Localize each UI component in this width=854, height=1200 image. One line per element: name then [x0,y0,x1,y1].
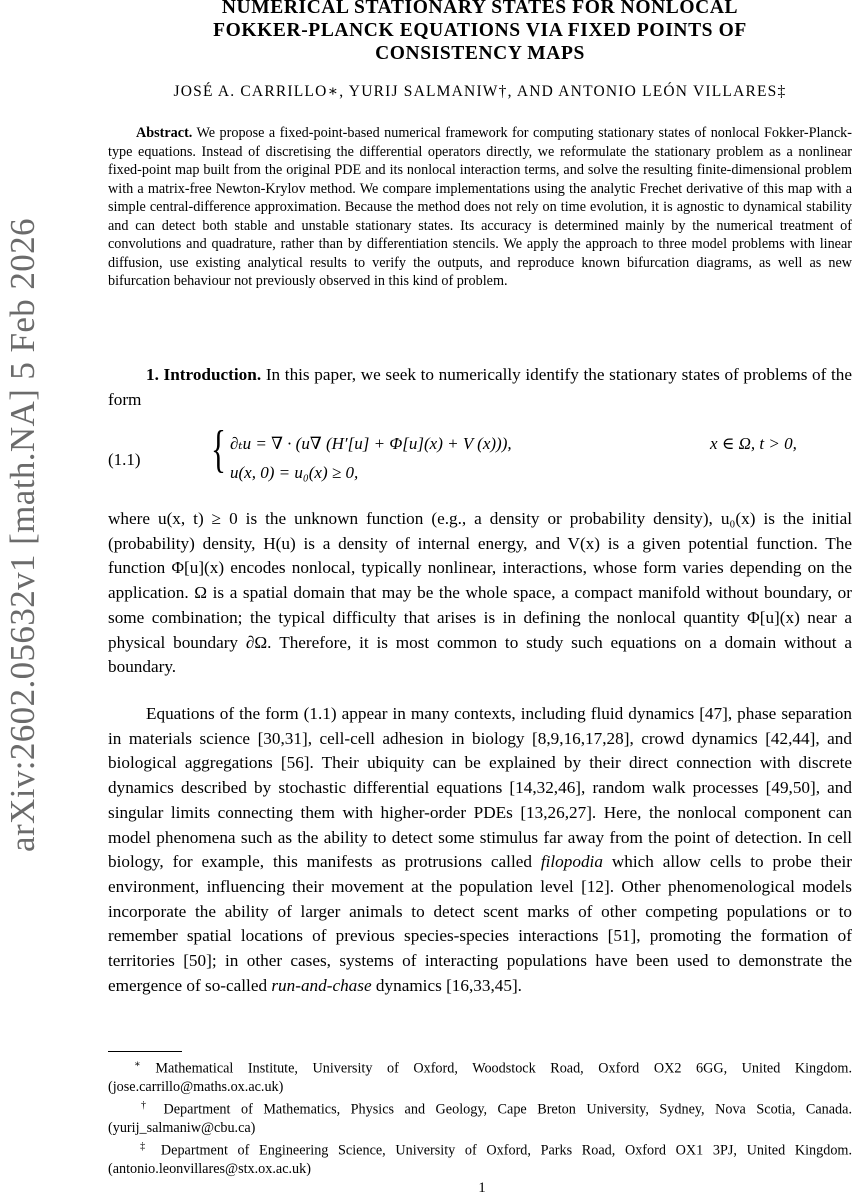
arxiv-identifier: arXiv:2602.05632v1 [math.NA] 5 Feb 2026 [3,218,42,852]
footnote-3-mark: ‡ [134,1140,152,1152]
page-number: 1 [478,1180,486,1196]
term-run-and-chase: run-and-chase [271,975,372,995]
equation-number: (1.1) [108,450,141,469]
footnote-2 [108,1097,852,1138]
equation-brace: { [210,421,226,478]
footnote-1-text: Mathematical Institute, University of Oxford, Woodstock Road, Oxford OX2 6GG, United Kingdom. (jose.carrillo@maths.ox.ac.uk) [108,1060,852,1096]
footnote-rule [108,1051,182,1052]
equation-condition: x ∈ Ω, t > 0, [710,434,797,453]
paper-title [160,0,800,65]
title-line-2: FOKKER-PLANCK EQUATIONS VIA FIXED POINTS OF [213,20,747,41]
section-heading: 1. Introduction. [146,365,262,384]
footnote-3 [108,1138,852,1179]
paragraph-2 [108,702,852,998]
footnote-3-text: Department of Engineering Science, University of Oxford, Parks Road, Oxford OX1 3PJ, United Kingdom. (antonio.leonvillares@stx.ox.ac.uk) [108,1142,853,1178]
footnote-2-text: Department of Mathematics, Physics and Geology, Cape Breton University, Sydney, Nova Scotia, Canada. (yurij_salmaniw@cbu.ca) [108,1101,852,1137]
paragraph-2-middle: which allow cells to probe their environment, influencing their movement at the population level [12]. Other phenomenological models incorporate the ability of larger animals to detect scent marks of other competing populations or to remember spatial locations of previous species-species interactions [51], promoting the formation of territories [50]; in other cases, systems of interacting populations have been used to demonstrate the emergence of so-called [108,852,853,995]
title-line-1: NUMERICAL STATIONARY STATES FOR NONLOCAL [221,0,739,18]
introduction-lead [108,363,852,412]
abstract-label: Abstract. [136,125,193,141]
intro-lead-text: In this paper, we seek to numerically identify the stationary states of problems of the form [108,365,853,409]
footnote-1-mark: ∗ [134,1059,141,1070]
footnotes [108,1056,852,1179]
paragraph-2-start: Equations of the form (1.1) appear in many contexts, including fluid dynamics [47], phase separation in materials science [30,31], cell-cell adhesion in biology [8,9,16,17,28], crowd dynamics [42,44], and biological aggregations [56]. Their ubiquity can be explained by their direct connection with discrete dynamics described by stochastic differential equations [14,32,46], random walk processes [49,50], and singular limits connecting them with higher-order PDEs [13,26,27]. Here, the nonlocal component can model phenomena such as the ability to detect some stimulus far away from the point of detection. In cell biology, for example, this manifests as protrusions called [108,704,852,872]
title-line-3: CONSISTENCY MAPS [375,43,585,64]
paragraph-1-text: where u(x, t) ≥ 0 is the unknown function (e.g., a density or probability density), u₀(x) is the initial (probability) density, H(u) is a density of internal energy, and V(x) is a given potential function. The function Φ[u](x) encodes nonlocal, typically nonlinear, interactions, whose form varies depending on the application. Ω is a spatial domain that may be the whole space, a compact manifold without boundary, or some combination; the typical difficulty that arises is in defining the nonlocal quantity Φ[u](x) near a physical boundary ∂Ω. Therefore, it is most common to study such equations on a domain without a boundary. [108,509,852,677]
footnote-1 [108,1056,852,1097]
equation-1-1 [108,421,852,490]
equation-line-1: ∂ₜu = ∇ · (u∇ (H′[u] + Φ[u](x) + V (x))), [230,434,512,453]
abstract-text: We propose a fixed-point-based numerical framework for computing stationary states of nonlocal Fokker-Planck-type equations. Instead of discretising the differential operators directly, we reformulate the stationary problem as a nonlinear fixed-point map built from the original PDE and its nonlocal interaction terms, and solve the resulting finite-dimensional problem with a matrix-free Newton-Krylov method. We compare implementations using the analytic Frechet derivative of this map with a simple central-difference approximation. Because the method does not rely on time evolution, it is agnostic to dynamical stability and can detect both stable and unstable stationary states. Its accuracy is determined mainly by the numerical treatment of convolutions and quadrature, rather than by differentiation stencils. We apply the approach to three model problems with linear diffusion, use existing analytical results to verify the outputs, and reproduce known bifurcation diagrams, as well as new bifurcation behaviour not previously observed in this kind of problem. [108,125,852,289]
term-filopodia: filopodia [540,852,603,872]
paragraph-1 [108,507,852,680]
equation-line-2: u(x, 0) = u₀(x) ≥ 0, [230,463,359,482]
paragraph-2-end: dynamics [16,33,45]. [375,975,522,995]
footnote-2-mark: † [134,1099,153,1111]
author-list: JOSÉ A. CARRILLO∗, YURIJ SALMANIW†, AND ANTONIO LEÓN VILLARES‡ [173,83,787,100]
abstract [108,124,852,291]
